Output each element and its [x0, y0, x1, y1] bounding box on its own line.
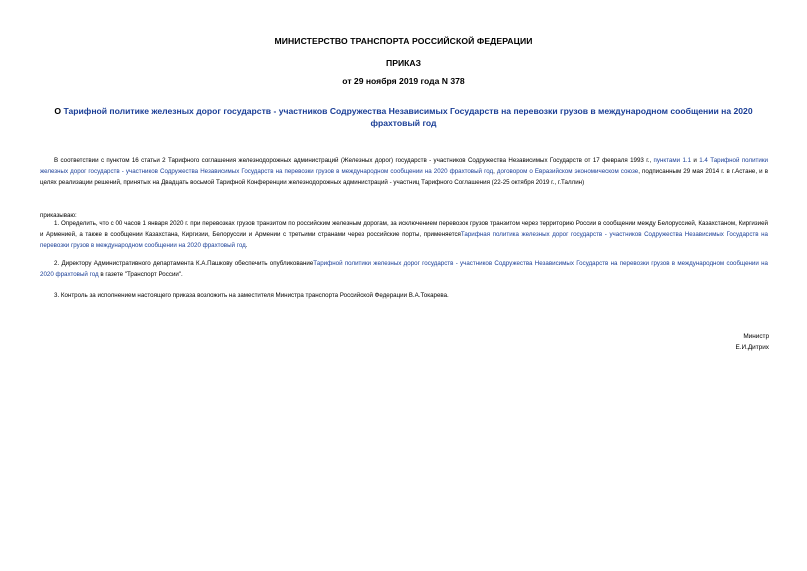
preamble-link-eaeu-treaty[interactable]: договором о Евразийском экономическом союзе — [496, 168, 639, 176]
signature-name: Е.И.Дитрих — [735, 344, 769, 351]
signature-position: Министр — [743, 333, 769, 340]
document-date-number: от 29 ноября 2019 года N 378 — [342, 76, 465, 86]
preamble-text-2: и — [691, 157, 700, 164]
preamble-text-1: В соответствии с пунктом 16 статьи 2 Тарифного соглашения железнодорожных администраций (Железных дорог) государств - участников Содружества Независимых Государств от 17 февраля 1993 г., — [54, 157, 654, 164]
document-title — [40, 105, 767, 129]
order-item-3: 3. Контроль за исполнением настоящего приказа возложить на заместителя Министра транспорта Российской Федерации В.А.Токарева. — [54, 292, 449, 299]
item1-end: . — [245, 242, 248, 250]
preamble-link-tariff-policy[interactable]: 1.4 Тарифной политики железных дорог государств - участников Содружества Независимых Государств на перевозки грузов в международном сообщении на 2020 фрахтовый год — [40, 157, 768, 176]
preamble-text-4: , подписанным 29 мая 2014 г. в г.Астане, и в целях реализации решений, принятых на Двадцать восьмой Тарифной Конференции железнодорожных администраций - участниц Тарифного Соглашения (22-25 октября 2019 г., г.Таллин) — [40, 168, 768, 187]
preamble-text-3: , — [493, 168, 497, 176]
order-item-1 — [40, 218, 768, 252]
title-prefix: О — [54, 106, 64, 116]
title-link[interactable]: Тарифной политике железных дорог государств - участников Содружества Независимых Государств на перевозки грузов в международном сообщении на 2020 фрахтовый год — [63, 106, 753, 128]
ministry-heading: МИНИСТЕРСТВО ТРАНСПОРТА РОССИЙСКОЙ ФЕДЕРАЦИИ — [274, 36, 533, 46]
order-word: приказываю: — [40, 212, 77, 219]
preamble-paragraph — [40, 155, 768, 189]
item2-end: в газете "Транспорт России". — [98, 271, 183, 279]
order-item-2 — [40, 258, 768, 280]
item2-text: 2. Директору Административного департамента К.А.Пашкову обеспечить опубликование — [54, 260, 314, 267]
document-type: ПРИКАЗ — [386, 58, 421, 68]
item2-link[interactable]: Тарифной политики железных дорог государств - участников Содружества Независимых Государств на перевозки грузов в международном сообщении на 2020 фрахтовый год — [40, 260, 768, 279]
preamble-link-items[interactable]: пунктами 1.1 — [653, 157, 692, 164]
signature-block — [735, 331, 769, 353]
item1-link[interactable]: Тарифная политика железных дорог государств - участников Содружества Независимых Государств на перевозки грузов в международном сообщении на 2020 фрахтовый год — [40, 231, 768, 250]
item1-text: 1. Определить, что с 00 часов 1 января 2020 г. при перевозках грузов транзитом по российским железным дорогам, за исключением перевозок грузов транзитом через территорию России в сообщении между Белоруссией, Казахстаном, Киргизией и Арменией, а также в сообщении Казахстана, Киргизии, Белоруссии и Армении с третьими странами через российские порты, применяется — [40, 220, 768, 239]
